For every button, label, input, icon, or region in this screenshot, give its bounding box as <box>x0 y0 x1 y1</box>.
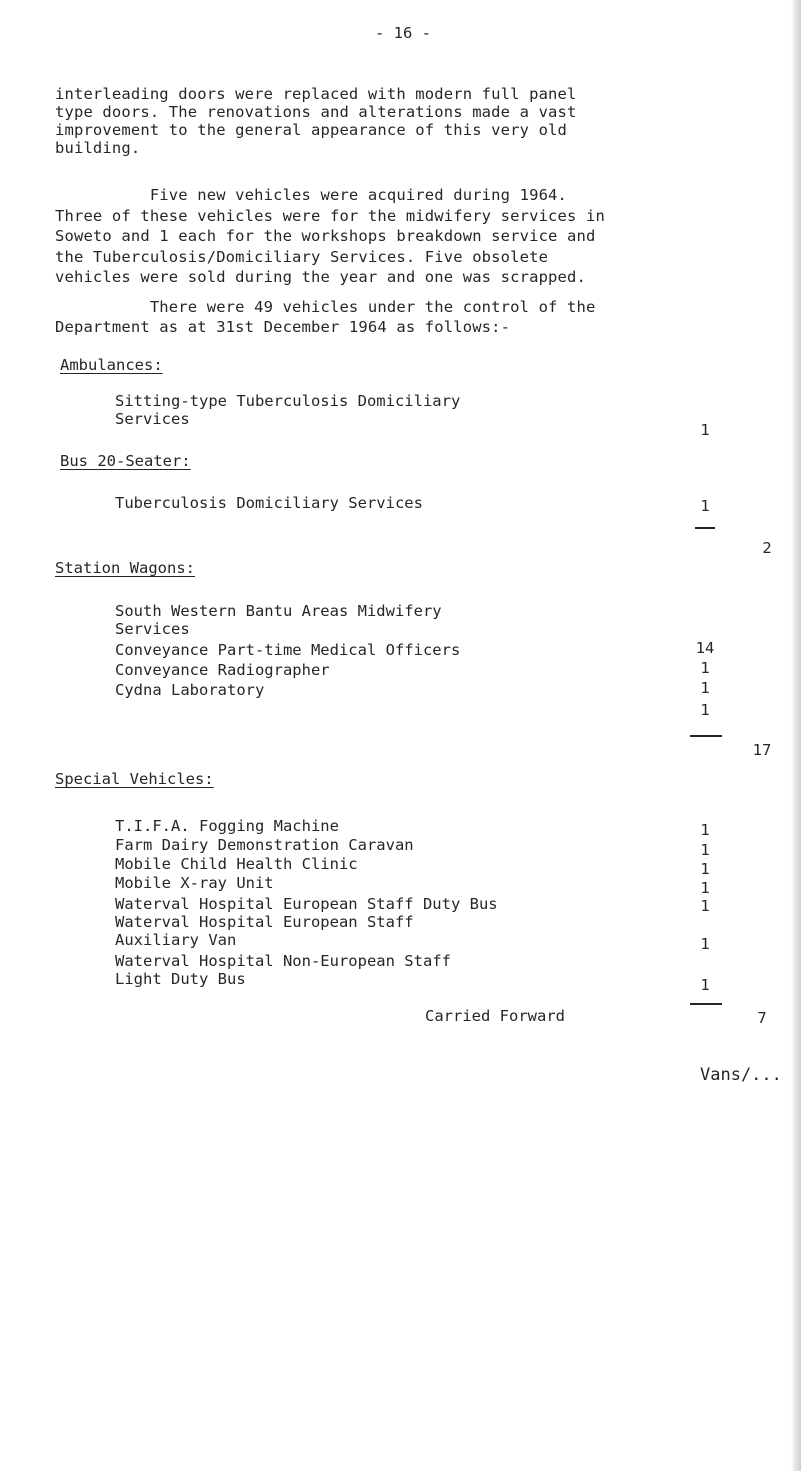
list-item-count: 1 <box>700 679 710 697</box>
section-heading-ambulances: Ambulances: <box>60 356 163 374</box>
paragraph-line: Five new vehicles were acquired during 1964. <box>55 186 568 204</box>
list-item-label: Mobile Child Health Clinic <box>115 855 358 873</box>
paragraph-renovations <box>55 85 775 157</box>
paragraph-line: Three of these vehicles were for the midwifery services in <box>55 206 605 225</box>
list-item-label: Waterval Hospital European Staff Duty Bus <box>115 895 498 913</box>
list-item-count: 1 <box>700 935 710 953</box>
list-item-label: Light Duty Bus <box>115 970 246 988</box>
carried-forward-label: Carried Forward <box>425 1007 565 1025</box>
list-item-count: 1 <box>700 421 710 439</box>
paragraph-line: the Tuberculosis/Domiciliary Services. Five obsolete <box>55 247 549 266</box>
section-heading-bus: Bus 20-Seater: <box>60 452 191 470</box>
section-total: 2 <box>762 539 772 557</box>
list-item-label: Auxiliary Van <box>115 931 237 949</box>
list-item-count: 1 <box>700 659 710 677</box>
list-item-label: Conveyance Part-time Medical Officers <box>115 641 461 659</box>
list-item-count: 1 <box>700 879 710 897</box>
list-item-count: 1 <box>700 976 710 994</box>
scan-edge-shadow <box>791 0 801 1471</box>
section-heading-special-vehicles: Special Vehicles: <box>55 770 214 788</box>
list-item-label: Cydna Laboratory <box>115 681 265 699</box>
paragraph-line: interleading doors were replaced with modern full panel <box>55 85 577 103</box>
list-item-label: Sitting-type Tuberculosis Domiciliary <box>115 392 461 410</box>
list-item-label: Farm Dairy Demonstration Caravan <box>115 836 414 854</box>
paragraph-line: There were 49 vehicles under the control of the <box>55 298 596 316</box>
list-item-label: Services <box>115 620 190 638</box>
subtotal-rule <box>690 735 722 737</box>
list-item-label: Waterval Hospital European Staff <box>115 913 414 931</box>
paragraph-vehicles-acquired <box>55 185 775 288</box>
list-item-label: Mobile X-ray Unit <box>115 874 274 892</box>
list-item-count: 14 <box>695 639 715 657</box>
continuation-note: Vans/... <box>700 1065 782 1085</box>
list-item-label: South Western Bantu Areas Midwifery <box>115 602 442 620</box>
subtotal-rule <box>690 1003 722 1005</box>
section-total: 17 <box>752 741 772 759</box>
list-item-label: Services <box>115 410 190 428</box>
paragraph-line: vehicles were sold during the year and one was scrapped. <box>55 268 586 286</box>
paragraph-line: Department as at 31st December 1964 as follows:- <box>55 318 511 336</box>
subtotal-rule <box>695 527 715 529</box>
list-item-count: 1 <box>700 841 710 859</box>
paragraph-line: improvement to the general appearance of this very old <box>55 121 568 139</box>
list-item-label: Tuberculosis Domiciliary Services <box>115 494 423 512</box>
section-heading-station-wagons: Station Wagons: <box>55 559 195 577</box>
list-item-count: 1 <box>700 701 710 719</box>
list-item-count: 1 <box>700 497 710 515</box>
paragraph-line: type doors. The renovations and alterations made a vast <box>55 103 577 121</box>
list-item-count: 1 <box>700 860 710 878</box>
list-item-label: Conveyance Radiographer <box>115 661 330 679</box>
paragraph-line: building. <box>55 139 141 157</box>
list-item-label: T.I.F.A. Fogging Machine <box>115 817 339 835</box>
paragraph-vehicle-count <box>55 297 775 337</box>
list-item-count: 1 <box>700 821 710 839</box>
paragraph-line: Soweto and 1 each for the workshops breakdown service and <box>55 227 596 245</box>
list-item-count: 1 <box>700 897 710 915</box>
page-number: - 16 - <box>375 24 431 42</box>
section-total: 7 <box>757 1009 767 1027</box>
list-item-label: Waterval Hospital Non-European Staff <box>115 952 451 970</box>
